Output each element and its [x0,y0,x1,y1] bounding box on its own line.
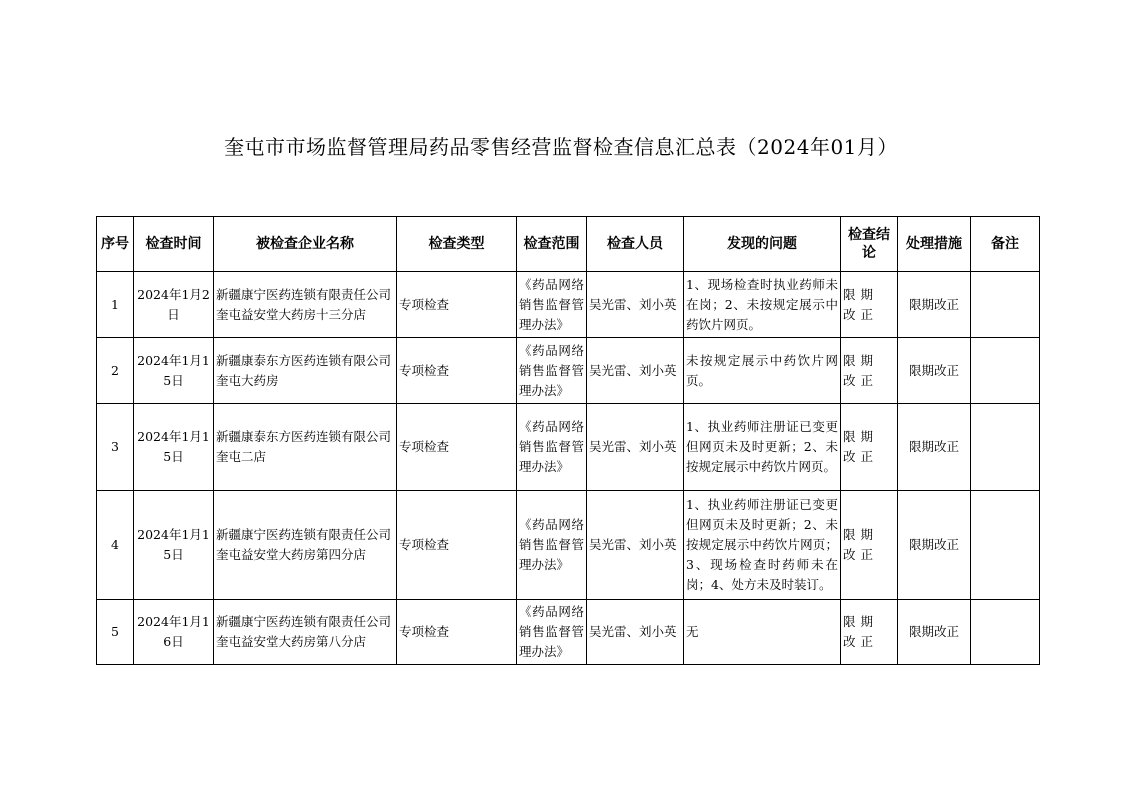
row-seq: 3 [97,404,134,491]
row-issues: 1、执业药师注册证已变更但网页未及时更新；2、未按规定展示中药饮片网页。 [684,404,841,491]
row-scope: 《药品网络销售监督管理办法》 [517,491,587,600]
header-company: 被检查企业名称 [214,217,397,272]
row-conclusion: 限期改正 [841,491,898,600]
row-type: 专项检查 [397,272,517,338]
row-scope: 《药品网络销售监督管理办法》 [517,338,587,404]
row-measure: 限期改正 [898,338,971,404]
table-row [97,600,1040,665]
row-type: 专项检查 [397,404,517,491]
row-date: 2024年1月2日 [134,272,214,338]
header-inspectors: 检查人员 [587,217,684,272]
row-inspectors: 吴光雷、刘小英 [587,491,684,600]
header-remark: 备注 [971,217,1040,272]
row-issues: 1、执业药师注册证已变更但网页未及时更新；2、未按规定展示中药饮片网页；3、现场检查时药师未在岗；4、处方未及时装订。 [684,491,841,600]
row-remark [971,491,1040,600]
row-remark [971,600,1040,665]
document-title: 奎屯市市场监督管理局药品零售经营监督检查信息汇总表（2024年01月） [224,135,898,159]
row-inspectors: 吴光雷、刘小英 [587,600,684,665]
row-date: 2024年1月16日 [134,600,214,665]
row-measure: 限期改正 [898,491,971,600]
row-date: 2024年1月15日 [134,404,214,491]
row-scope: 《药品网络销售监督管理办法》 [517,600,587,665]
row-date: 2024年1月15日 [134,491,214,600]
table-row [97,272,1040,338]
row-measure: 限期改正 [898,272,971,338]
row-company: 新疆康宁医药连锁有限责任公司奎屯益安堂大药房十三分店 [214,272,397,338]
header-seq: 序号 [97,217,134,272]
row-type: 专项检查 [397,338,517,404]
row-scope: 《药品网络销售监督管理办法》 [517,404,587,491]
row-conclusion: 限期改正 [841,338,898,404]
header-type: 检查类型 [397,217,517,272]
row-company: 新疆康泰东方医药连锁有限公司奎屯二店 [214,404,397,491]
row-inspectors: 吴光雷、刘小英 [587,272,684,338]
header-issues: 发现的问题 [684,217,841,272]
table-header-row [97,217,1040,272]
row-remark [971,404,1040,491]
row-scope: 《药品网络销售监督管理办法》 [517,272,587,338]
row-conclusion: 限期改正 [841,272,898,338]
row-company: 新疆康宁医药连锁有限责任公司奎屯益安堂大药房第四分店 [214,491,397,600]
row-seq: 2 [97,338,134,404]
row-seq: 5 [97,600,134,665]
row-seq: 1 [97,272,134,338]
row-measure: 限期改正 [898,600,971,665]
row-date: 2024年1月15日 [134,338,214,404]
header-date: 检查时间 [134,217,214,272]
row-conclusion: 限期改正 [841,404,898,491]
header-measure: 处理措施 [898,217,971,272]
row-issues: 无 [684,600,841,665]
header-scope: 检查范围 [517,217,587,272]
row-issues: 1、现场检查时执业药师未在岗；2、未按规定展示中药饮片网页。 [684,272,841,338]
row-seq: 4 [97,491,134,600]
table-row [97,404,1040,491]
row-type: 专项检查 [397,600,517,665]
table-row [97,491,1040,600]
table-row [97,338,1040,404]
row-conclusion: 限期改正 [841,600,898,665]
row-remark [971,272,1040,338]
header-conclusion: 检查结论 [841,217,898,272]
row-company: 新疆康宁医药连锁有限责任公司奎屯益安堂大药房第八分店 [214,600,397,665]
row-type: 专项检查 [397,491,517,600]
row-measure: 限期改正 [898,404,971,491]
row-inspectors: 吴光雷、刘小英 [587,404,684,491]
inspection-table [96,216,1040,665]
row-inspectors: 吴光雷、刘小英 [587,338,684,404]
row-issues: 未按规定展示中药饮片网页。 [684,338,841,404]
row-remark [971,338,1040,404]
row-company: 新疆康泰东方医药连锁有限公司奎屯大药房 [214,338,397,404]
